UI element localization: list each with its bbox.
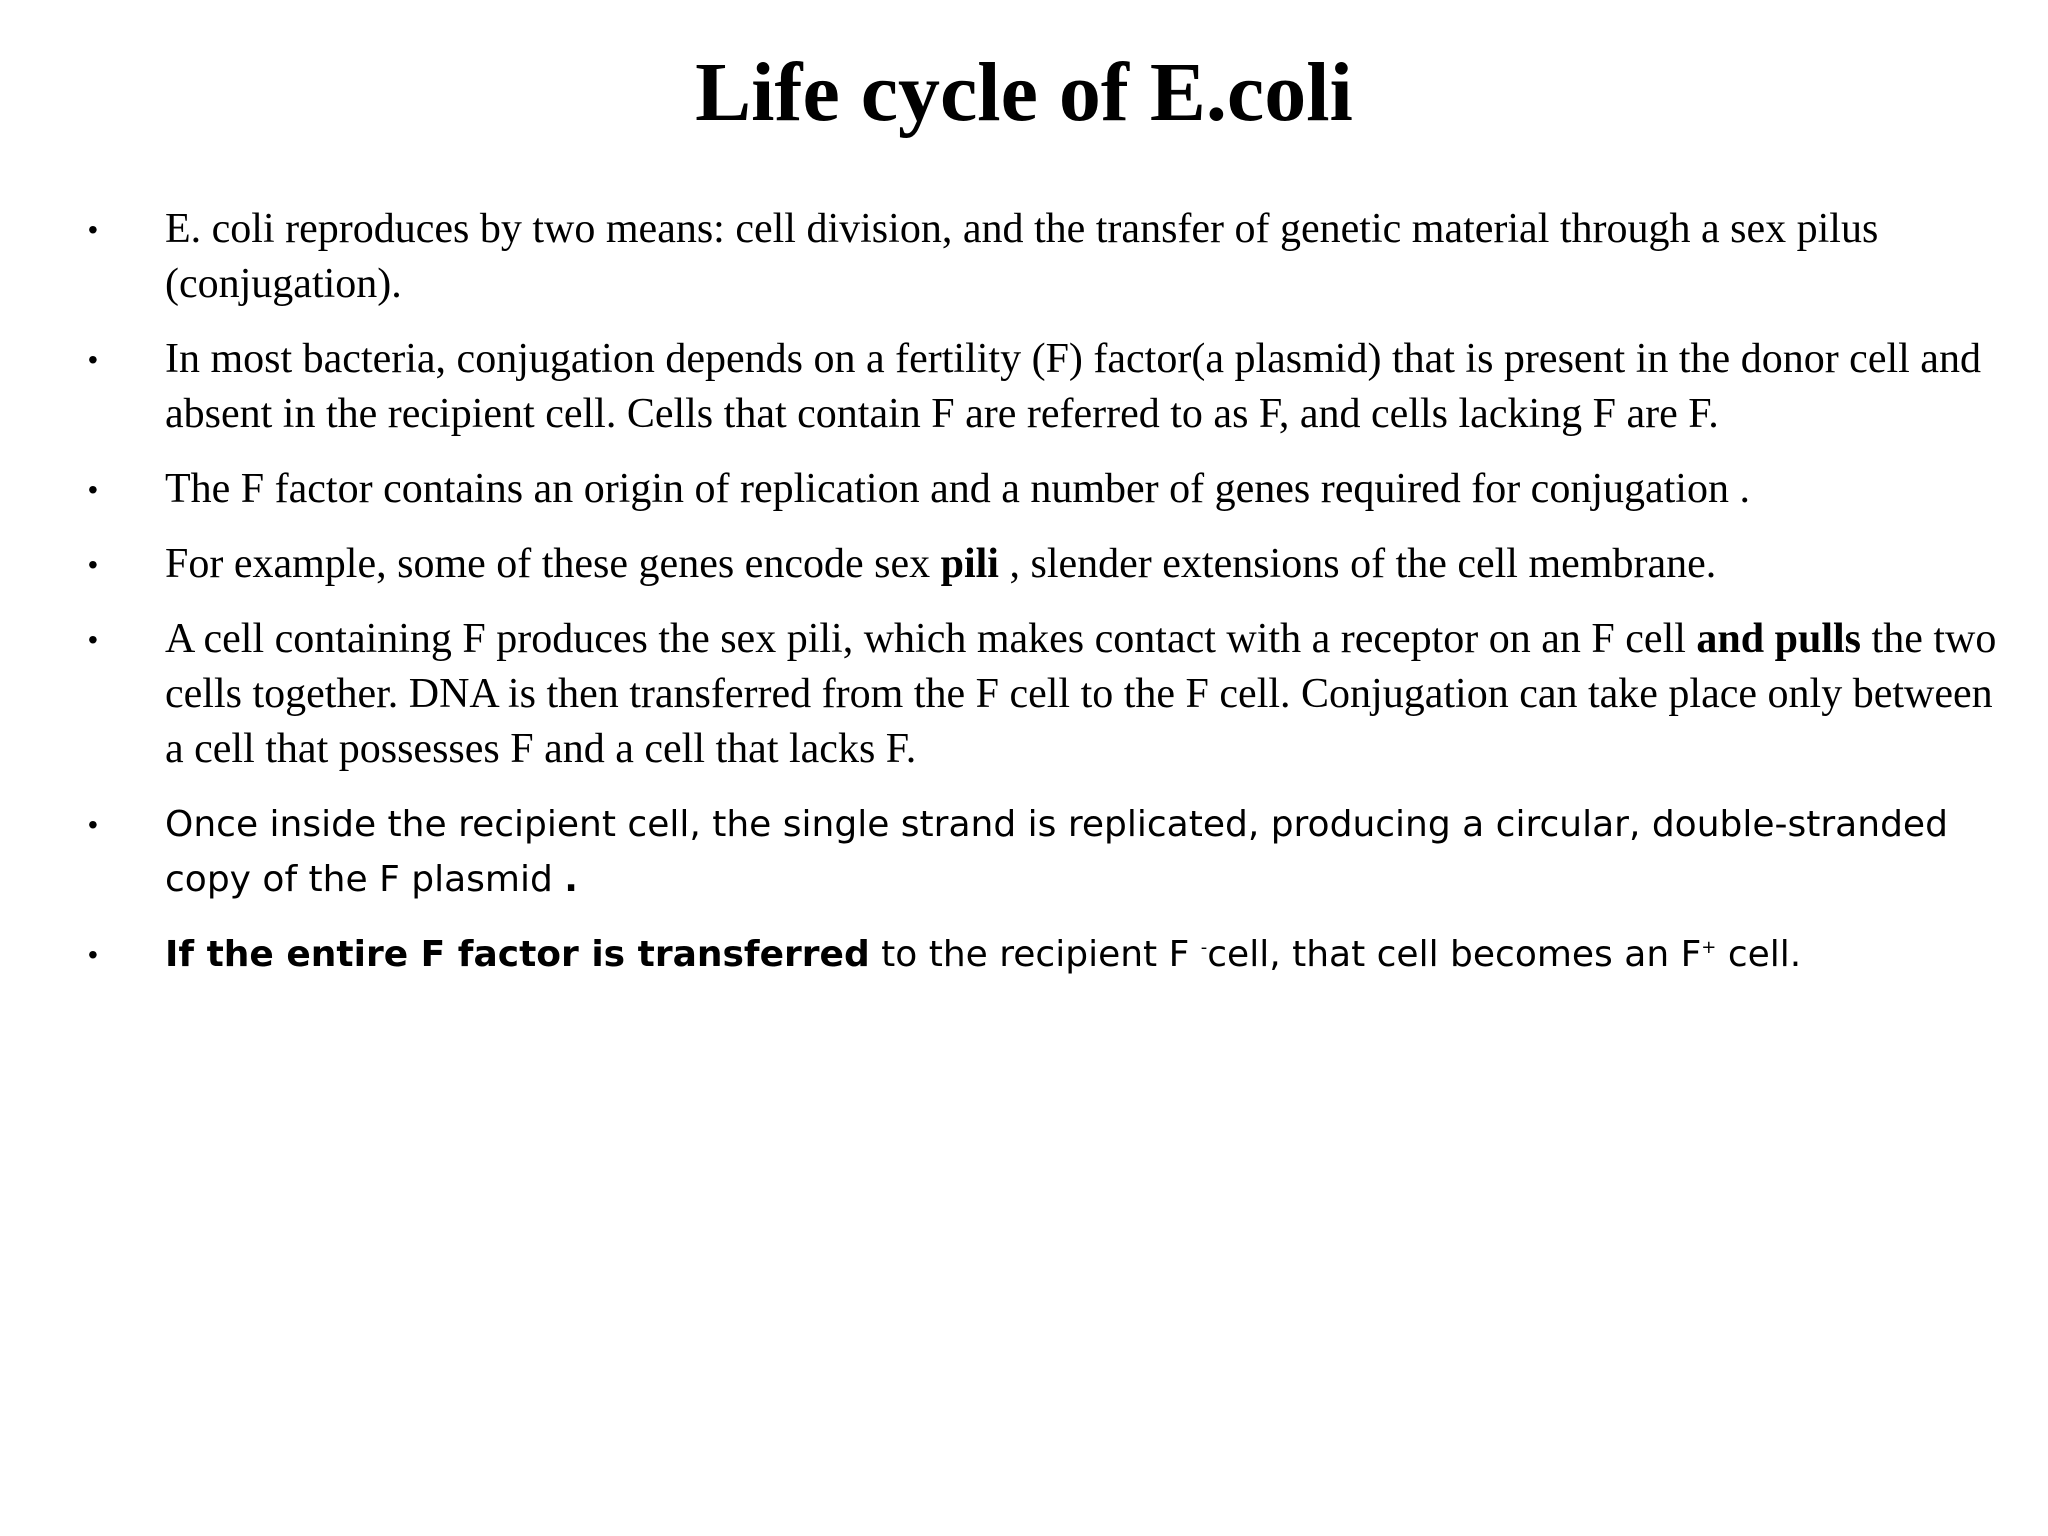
bullet-text: The F factor contains an origin of replication and a number of genes required for conjugation . xyxy=(165,466,1750,512)
superscript-minus: - xyxy=(1200,937,1208,958)
bullet-icon: • xyxy=(88,344,98,375)
bullet-text: E. coli reproduces by two means: cell division, and the transfer of genetic material through a sex pilus (conjugation). xyxy=(165,206,1879,307)
bullet-text-bold: and pulls xyxy=(1696,616,1862,662)
bullet-text: In most bacteria, conjugation depends on a fertility (F) factor(a plasmid) that is present in the donor cell and absent in the recipient cell. Cells that contain F are referred to as F, and cells lacking F are F. xyxy=(165,336,1981,437)
bullet-icon: • xyxy=(88,474,98,505)
bullet-text-bold: . xyxy=(564,859,578,900)
bullet-item-6 xyxy=(0,797,2048,907)
bullet-text-end: , slender extensions of the cell membrane. xyxy=(998,541,1717,587)
bullet-icon: • xyxy=(88,809,98,840)
bullet-icon: • xyxy=(88,624,98,655)
bullet-icon: • xyxy=(88,214,98,245)
bullet-text-middle: cell, that cell becomes an F xyxy=(1207,934,1702,975)
bullet-list xyxy=(0,202,2048,1002)
bullet-text-bold: pili xyxy=(940,541,999,587)
bullet-item-5 xyxy=(0,612,2048,777)
slide-title: Life cycle of E.coli xyxy=(695,46,1353,139)
bullet-item-4 xyxy=(0,537,2048,592)
bullet-text-start: to the recipient F xyxy=(869,934,1201,975)
bullet-icon: • xyxy=(88,549,98,580)
bullet-text-end: cell. xyxy=(1716,934,1802,975)
bullet-text-start: For example, some of these genes encode sex xyxy=(165,541,941,587)
bullet-text-bold: If the entire F factor is transferred xyxy=(165,934,870,975)
bullet-item-3 xyxy=(0,462,2048,517)
bullet-item-2 xyxy=(0,332,2048,442)
bullet-text-start: Once inside the recipient cell, the single strand is replicated, producing a circular, double-stranded copy of the F plasmid xyxy=(165,804,1948,900)
bullet-item-7 xyxy=(0,927,2048,982)
bullet-text-start: A cell containing F produces the sex pili, which makes contact with a receptor on an F cell xyxy=(165,616,1697,662)
bullet-text-end: the two cells together. DNA is then transferred from the F cell to the F cell. Conjugation can take place only between a cell that possesses F and a cell that lacks F. xyxy=(165,616,1997,772)
bullet-icon: • xyxy=(88,939,98,970)
bullet-item-1 xyxy=(0,202,2048,312)
superscript-plus: + xyxy=(1701,937,1717,958)
